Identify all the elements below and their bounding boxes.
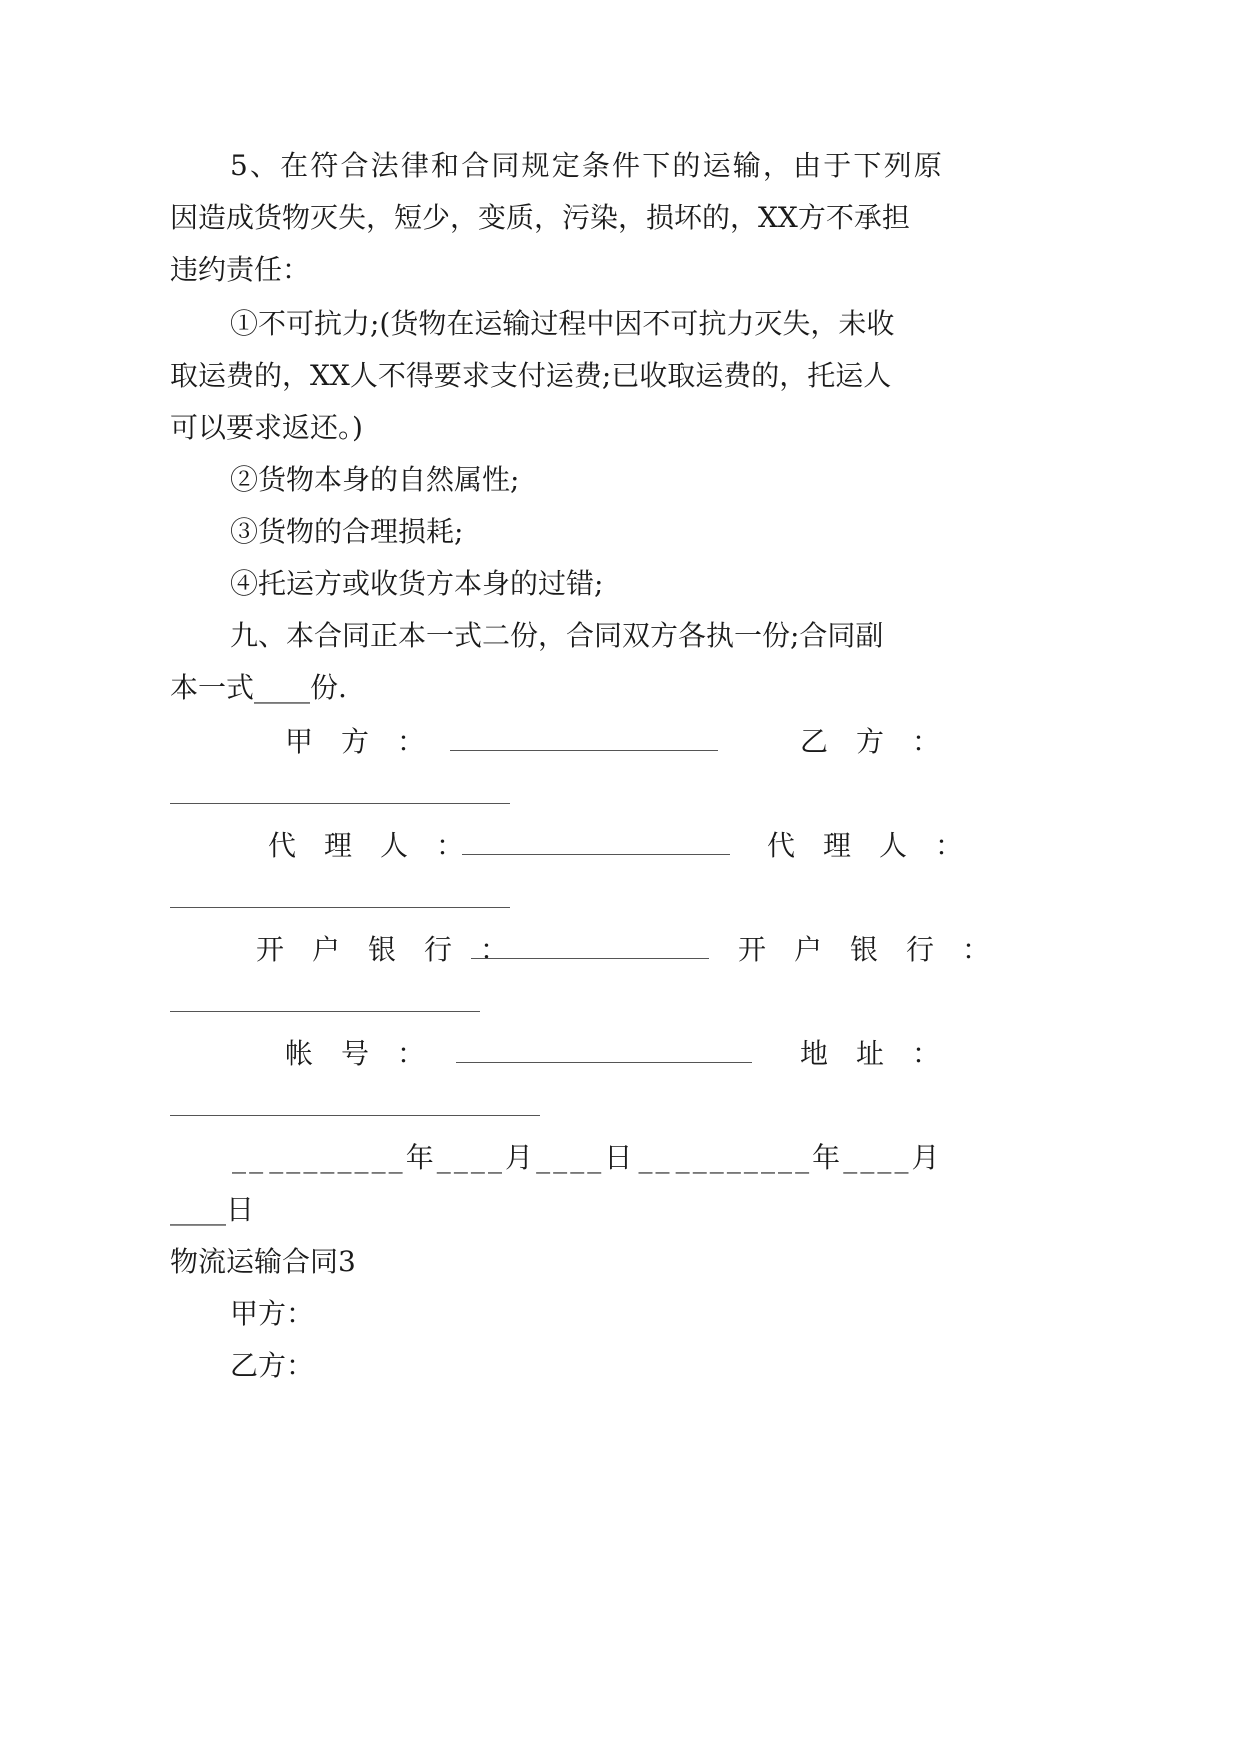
agent-a-blank <box>462 854 730 855</box>
glyph: _ <box>354 1141 369 1174</box>
agent-b-blank <box>170 907 510 908</box>
glyph: _ <box>877 1141 892 1174</box>
glyph: 列 <box>883 149 912 182</box>
bank-b-label: 开 户 银 行 ： <box>738 933 991 966</box>
glyph: ， <box>762 149 791 182</box>
party-b-label: 乙 方 ： <box>800 725 941 758</box>
party-a-blank <box>450 750 718 751</box>
item1-line3: 可以要求返还。) <box>170 411 363 444</box>
glyph: _ <box>655 1141 670 1174</box>
glyph: _ <box>709 1141 724 1174</box>
glyph: 原 <box>913 149 942 182</box>
bank-b-blank <box>170 1011 480 1012</box>
item1-line2: 取运费的，XX人不得要求支付运费;已收取运费的，托运人 <box>170 359 892 392</box>
glyph: _ <box>232 1141 246 1174</box>
glyph: 符 <box>310 149 339 182</box>
item3: ③货物的合理损耗; <box>230 515 464 548</box>
glyph: _ <box>860 1141 875 1174</box>
bank-a-label: 开 户 银 行 ： <box>256 933 509 966</box>
glyph: _ <box>726 1141 741 1174</box>
glyph: _ <box>303 1141 318 1174</box>
glyph: 件 <box>612 149 641 182</box>
glyph: 合 <box>340 149 369 182</box>
glyph: 5 <box>230 149 248 182</box>
glyph: _ <box>692 1141 707 1174</box>
glyph: 于 <box>823 149 852 182</box>
glyph: _ <box>795 1141 810 1174</box>
glyph: _ <box>371 1141 386 1174</box>
glyph: 的 <box>672 149 701 182</box>
clause5-line3: 违约责任： <box>170 253 311 286</box>
date-line <box>232 1138 940 1178</box>
glyph: _ <box>487 1141 502 1174</box>
item2: ②货物本身的自然属性; <box>230 463 520 496</box>
glyph: _ <box>570 1141 585 1174</box>
glyph: 年 <box>812 1141 841 1174</box>
glyph: 由 <box>793 149 822 182</box>
address-blank <box>170 1115 540 1116</box>
item1-line1: ①不可抗力;(货物在运输过程中因不可抗力灭失，未收 <box>230 307 895 340</box>
glyph: 定 <box>551 149 580 182</box>
glyph: _ <box>320 1141 335 1174</box>
glyph: 日 <box>604 1141 633 1174</box>
glyph: 律 <box>400 149 429 182</box>
glyph: 和 <box>431 149 460 182</box>
glyph: _ <box>587 1141 602 1174</box>
glyph: 月 <box>911 1141 940 1174</box>
glyph: 运 <box>702 149 731 182</box>
glyph: _ <box>778 1141 793 1174</box>
glyph: _ <box>269 1141 284 1174</box>
glyph: _ <box>638 1141 653 1174</box>
clause5-line2: 因造成货物灭失，短少，变质，污染，损坏的，XX方不承担 <box>170 201 910 234</box>
clause9-line1: 九、本合同正本一式二份，合同双方各执一份;合同副 <box>230 619 884 652</box>
glyph: 、 <box>249 149 278 182</box>
item4: ④托运方或收货方本身的过错; <box>230 567 604 600</box>
agent-a-label: 代 理 人 ： <box>268 829 465 862</box>
glyph: _ <box>536 1141 551 1174</box>
account-blank <box>456 1062 752 1063</box>
date-tail: ____日 <box>170 1193 255 1226</box>
glyph: _ <box>760 1141 775 1174</box>
agent-b-label: 代 理 人 ： <box>767 829 964 862</box>
glyph: 在 <box>280 149 309 182</box>
glyph: _ <box>743 1141 758 1174</box>
glyph: 下 <box>642 149 671 182</box>
glyph: _ <box>388 1141 403 1174</box>
glyph: 规 <box>521 149 550 182</box>
glyph: _ <box>675 1141 690 1174</box>
party-b-blank <box>170 803 510 804</box>
bank-a-blank <box>471 958 709 959</box>
glyph: _ <box>286 1141 301 1174</box>
glyph: 同 <box>491 149 520 182</box>
glyph: 月 <box>505 1141 534 1174</box>
glyph: _ <box>453 1141 468 1174</box>
clause9-line2: 本一式____份. <box>170 671 347 704</box>
glyph: 条 <box>581 149 610 182</box>
glyph: _ <box>470 1141 485 1174</box>
glyph: 合 <box>461 149 490 182</box>
glyph: _ <box>553 1141 568 1174</box>
address-label: 地 址 ： <box>800 1037 941 1070</box>
party-a-label: 甲 方 ： <box>285 725 426 758</box>
glyph: 法 <box>370 149 399 182</box>
glyph: _ <box>843 1141 858 1174</box>
glyph: 年 <box>405 1141 434 1174</box>
party-a-line: 甲方： <box>230 1297 315 1330</box>
glyph: 输 <box>732 149 761 182</box>
party-b-line: 乙方： <box>230 1349 315 1382</box>
section-title: 物流运输合同3 <box>170 1245 356 1278</box>
glyph: _ <box>337 1141 352 1174</box>
glyph: _ <box>436 1141 451 1174</box>
glyph: _ <box>894 1141 909 1174</box>
clause5-line1 <box>230 146 942 186</box>
glyph: 下 <box>853 149 882 182</box>
account-label: 帐 号 ： <box>285 1037 426 1070</box>
glyph: _ <box>249 1141 264 1174</box>
